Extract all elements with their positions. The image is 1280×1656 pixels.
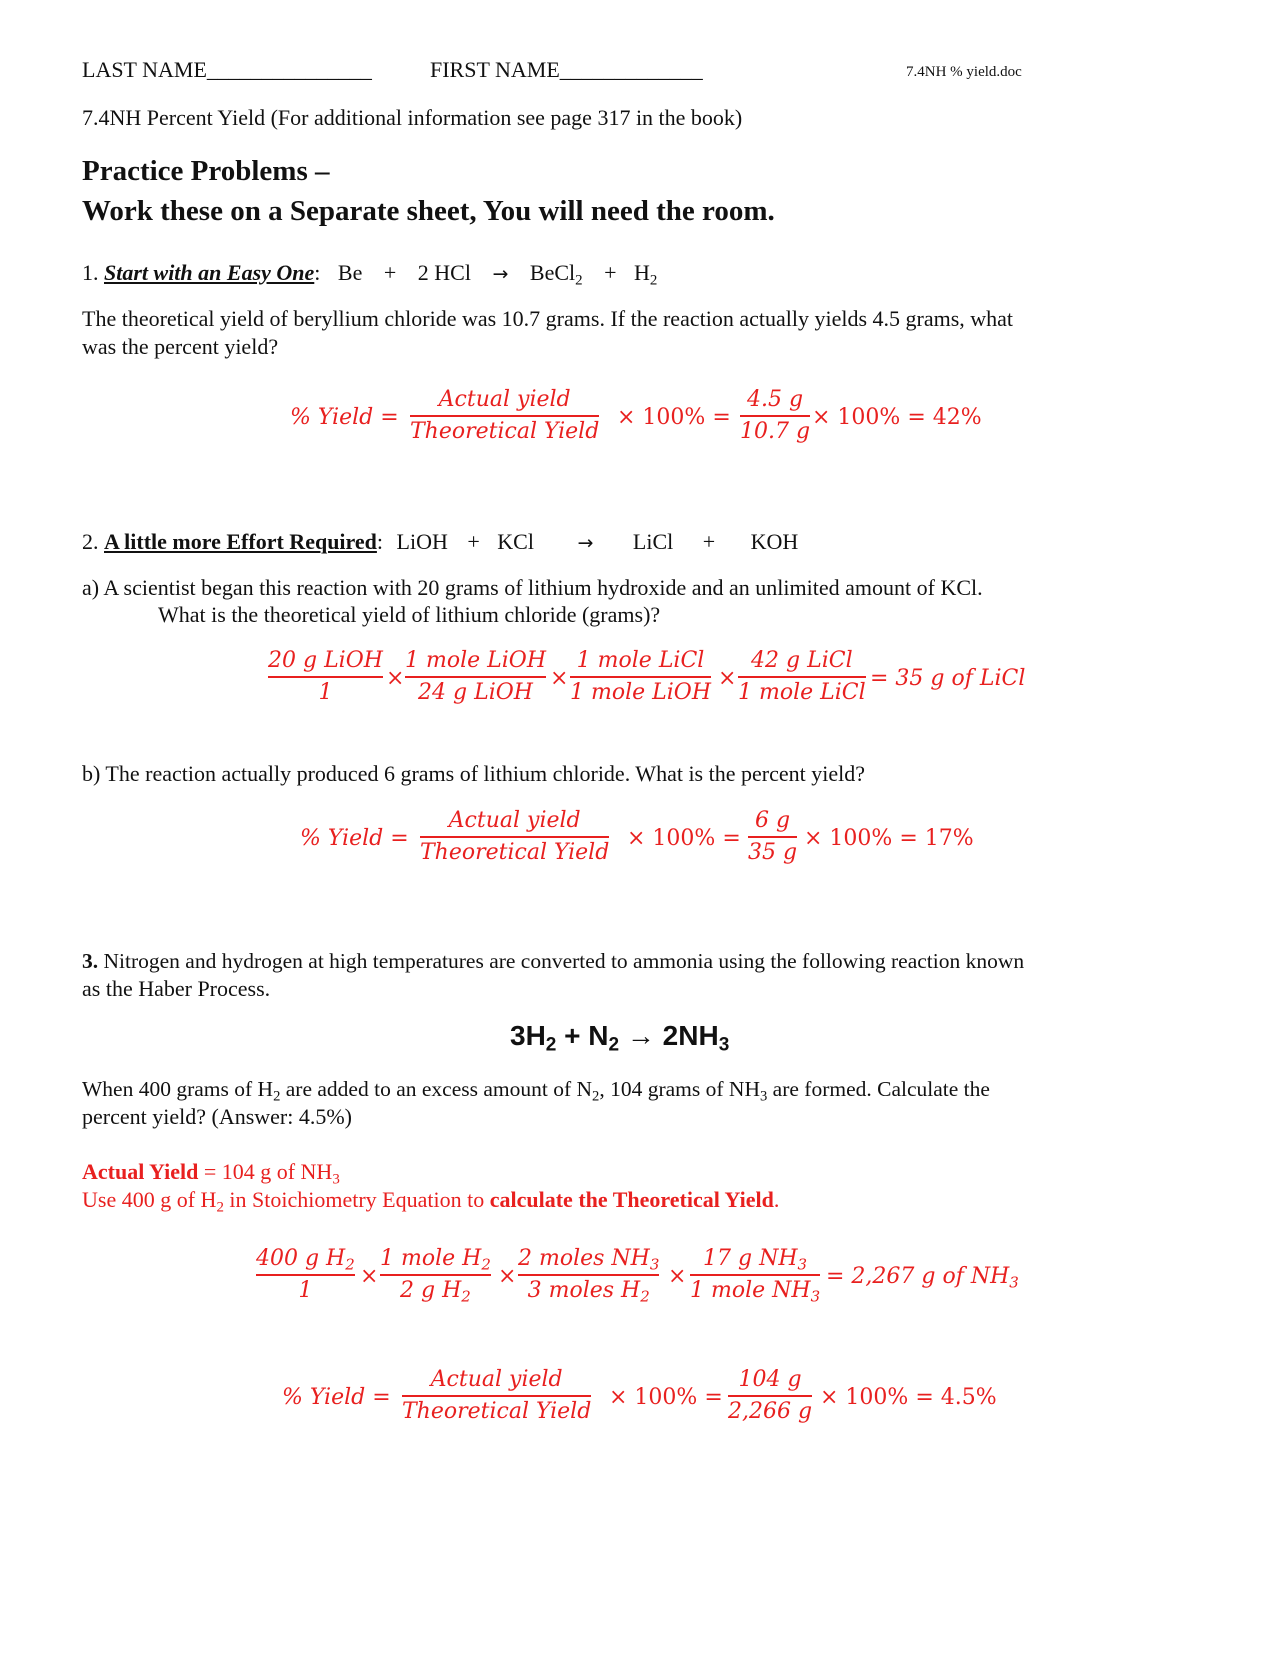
problem-number: 2. xyxy=(82,529,99,554)
text-part: = 2,267 g of NH xyxy=(826,1264,1010,1289)
product xyxy=(634,260,658,289)
reactant: KCl xyxy=(497,529,534,554)
text-part: When 400 grams of H xyxy=(82,1077,274,1101)
subscript: 3 xyxy=(332,1171,340,1188)
numerator: 6 g xyxy=(755,808,791,833)
subscript: 3 xyxy=(797,1255,808,1274)
last-name-label: LAST NAME xyxy=(82,57,207,82)
numerator: 1 mole LiOH xyxy=(405,648,547,673)
fraction-f2 xyxy=(380,1244,491,1306)
problem-3-text xyxy=(82,947,1024,975)
fraction-f4 xyxy=(690,1244,820,1306)
problem-1-text-2: was the percent yield? xyxy=(82,334,279,359)
document-filename: 7.4NH % yield.doc xyxy=(906,64,1022,80)
fraction-f1 xyxy=(256,1244,355,1306)
haber-equation xyxy=(510,1020,730,1056)
denominator: 1 mole LiCl xyxy=(738,679,866,705)
text-part: are formed. Calculate the xyxy=(767,1077,990,1101)
subscript: 2 xyxy=(592,1088,600,1105)
fraction-actual-theoretical xyxy=(420,806,609,868)
reactant: 2 HCl xyxy=(417,260,471,285)
subtitle: 7.4NH Percent Yield (For additional information see page 317 in the book) xyxy=(82,105,743,130)
fraction-f2 xyxy=(405,646,546,708)
plus-sign: + xyxy=(702,529,716,554)
eq-part: + N xyxy=(556,1020,609,1051)
text-part: in Stoichiometry Equation to xyxy=(223,1187,490,1212)
subscript: 3 xyxy=(649,1255,660,1274)
arrow-icon: → xyxy=(492,263,509,285)
problem-3-text-2: as the Haber Process. xyxy=(82,976,271,1001)
subscript: 2 xyxy=(608,1034,620,1056)
product xyxy=(529,260,583,289)
plus-sign: + xyxy=(383,260,397,285)
fraction-f3 xyxy=(570,646,711,708)
denominator: 1 xyxy=(298,1277,313,1303)
subscript: 2 xyxy=(575,272,583,289)
problem-number: 1. xyxy=(82,260,99,285)
text-part: 2 g H xyxy=(400,1277,462,1303)
subscript: 2 xyxy=(649,272,658,289)
actual-yield-line xyxy=(82,1158,340,1186)
page-title-line2: Work these on a Separate sheet, You will need the room. xyxy=(82,195,775,227)
fraction-actual-theoretical xyxy=(402,1365,591,1427)
times-sign: × xyxy=(360,1264,379,1289)
product: LiCl xyxy=(632,529,674,554)
denominator: 24 g LiOH xyxy=(418,679,533,705)
denominator: Theoretical Yield xyxy=(402,1398,592,1424)
plus-sign: + xyxy=(604,260,617,285)
numerator xyxy=(256,1244,355,1274)
problem-3-question xyxy=(82,1075,990,1103)
stoich-result: = 35 g of LiCl xyxy=(870,666,1026,691)
fraction-actual-theoretical xyxy=(410,385,599,447)
subscript: 2 xyxy=(461,1286,471,1305)
problem-2a-text: a) A scientist began this reaction with 20 grams of lithium hydroxide and an unlimited amount of KCl. xyxy=(82,575,983,600)
denominator: 1 mole LiOH xyxy=(570,679,712,705)
arrow-icon: → xyxy=(577,532,594,554)
subscript: 2 xyxy=(481,1255,491,1274)
text-part: 400 g H xyxy=(256,1246,346,1271)
problem-2b-text: b) The reaction actually produced 6 grams of lithium chloride. What is the percent yield? xyxy=(82,761,865,786)
numerator: 1 mole LiCl xyxy=(576,648,705,673)
fraction-values xyxy=(748,806,797,868)
result: × 100% = 4.5% xyxy=(820,1385,997,1410)
numerator: Actual yield xyxy=(430,1367,563,1392)
numerator xyxy=(518,1244,659,1274)
result: × 100% = 17% xyxy=(804,826,974,851)
problem-2-title: A little more Effort Required xyxy=(104,529,377,554)
result: × 100% = 42% xyxy=(812,405,982,430)
problem-3-question-2: percent yield? (Answer: 4.5%) xyxy=(82,1104,353,1129)
numerator: 104 g xyxy=(738,1367,802,1392)
reactant: LiOH xyxy=(396,529,448,554)
eq-part: → 2NH xyxy=(619,1020,719,1051)
problem-2-heading: 2. A little more Effort Required: LiOH + KCl → LiCl + KOH xyxy=(82,529,799,554)
numerator: Actual yield xyxy=(438,387,571,412)
first-name-label: FIRST NAME xyxy=(430,57,560,82)
problem-1-title: Start with an Easy One xyxy=(104,260,315,285)
subscript: 3 xyxy=(810,1286,821,1305)
numerator: 4.5 g xyxy=(746,387,804,412)
percent-yield-lhs: % Yield = xyxy=(300,826,409,851)
subscript: 3 xyxy=(1009,1273,1019,1292)
problem-3-text-line: Nitrogen and hydrogen at high temperatures are converted to ammonia using the following reaction known xyxy=(103,949,1025,973)
last-name-field xyxy=(82,56,372,84)
text-part: 2 moles NH xyxy=(518,1246,650,1271)
text-part: Use 400 g of H xyxy=(82,1187,217,1212)
product-formula: H xyxy=(634,260,650,285)
product: KOH xyxy=(750,529,799,554)
problem-number: 3. xyxy=(82,949,99,973)
use-stoich-line xyxy=(82,1186,779,1214)
text-part: , 104 grams of NH xyxy=(599,1077,760,1101)
subscript: 3 xyxy=(759,1088,768,1105)
denominator: Theoretical Yield xyxy=(420,839,610,865)
actual-yield-value: = 104 g of NH xyxy=(198,1159,333,1184)
text-part: 3 moles H xyxy=(527,1277,641,1303)
page-title: Practice Problems – xyxy=(82,155,330,187)
denominator xyxy=(400,1276,471,1306)
subscript: 2 xyxy=(273,1088,281,1105)
denominator xyxy=(690,1276,820,1306)
problem-1-heading: 1. Start with an Easy One: Be + 2 HCl → BeCl$_2$ + $H_2$ xyxy=(82,260,658,289)
subscript: 2 xyxy=(216,1199,224,1216)
denominator xyxy=(528,1276,650,1306)
times-sign: × xyxy=(718,666,737,691)
times-100: × 100% = xyxy=(617,405,731,430)
stoich-result xyxy=(826,1262,1019,1292)
first-name-blank: _____________ xyxy=(559,57,703,82)
text-part: 1 mole NH xyxy=(690,1277,811,1303)
numerator xyxy=(703,1244,807,1274)
denominator: 10.7 g xyxy=(740,418,811,444)
denominator: 2,266 g xyxy=(728,1398,813,1424)
product-formula: BeCl xyxy=(529,260,576,285)
problem-2a-text-2: What is the theoretical yield of lithium chloride (grams)? xyxy=(158,602,661,627)
text-part: . xyxy=(773,1187,780,1212)
subscript: 2 xyxy=(345,1255,355,1274)
subscript: 2 xyxy=(640,1286,650,1305)
text-part: 1 mole H xyxy=(380,1246,482,1271)
text-part: 17 g NH xyxy=(703,1246,798,1271)
denominator: 35 g xyxy=(748,839,798,865)
times-sign: × xyxy=(550,666,569,691)
fraction-values xyxy=(740,385,810,447)
numerator: 20 g LiOH xyxy=(268,648,383,673)
denominator: Theoretical Yield xyxy=(410,418,600,444)
numerator: 42 g LiCl xyxy=(751,648,853,673)
fraction-values xyxy=(728,1365,812,1427)
text-part: are added to an excess amount of N xyxy=(280,1077,593,1101)
times-sign: × xyxy=(386,666,405,691)
times-100: × 100% = xyxy=(609,1385,723,1410)
subscript: 3 xyxy=(718,1034,730,1056)
percent-yield-lhs: % Yield = xyxy=(282,1385,391,1410)
fraction-f3 xyxy=(518,1244,659,1306)
last-name-blank: _______________ xyxy=(206,57,372,82)
eq-part: 3H xyxy=(510,1020,546,1051)
numerator xyxy=(380,1244,491,1274)
fraction-f4 xyxy=(738,646,866,708)
emphasis: calculate the Theoretical Yield xyxy=(489,1187,774,1212)
fraction-f1 xyxy=(268,646,383,708)
numerator: Actual yield xyxy=(448,808,581,833)
times-sign: × xyxy=(498,1264,517,1289)
percent-yield-lhs: % Yield = xyxy=(290,405,399,430)
denominator: 1 xyxy=(318,679,333,705)
reactant: Be xyxy=(337,260,363,285)
actual-yield-label: Actual Yield xyxy=(82,1159,199,1184)
times-100: × 100% = xyxy=(627,826,741,851)
problem-1-text: The theoretical yield of beryllium chloride was 10.7 grams. If the reaction actually yields 4.5 grams, what xyxy=(82,306,1014,331)
times-sign: × xyxy=(668,1264,687,1289)
plus-sign: + xyxy=(467,529,480,554)
subscript: 2 xyxy=(545,1034,557,1056)
first-name-field xyxy=(430,56,703,84)
